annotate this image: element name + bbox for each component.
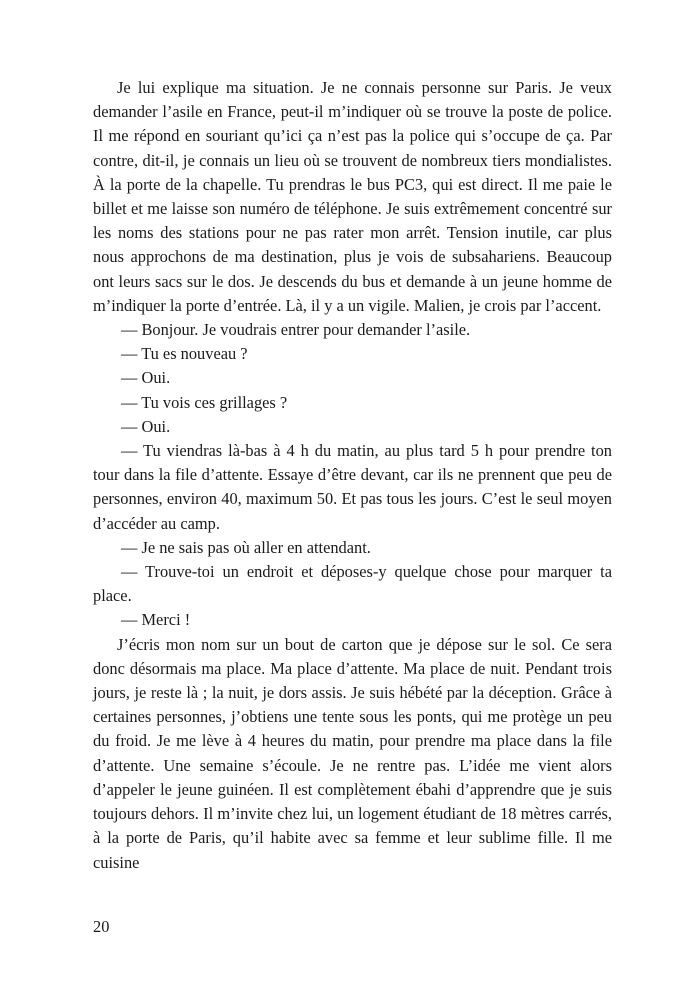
dialogue-line: — Bonjour. Je voudrais entrer pour demander l’asile. (121, 320, 471, 340)
page-number: 20 (93, 917, 110, 936)
dialogue-line: — Oui. (121, 368, 171, 388)
paragraph: J’écris mon nom sur un bout de carton que je dépose sur le sol. Ce sera donc désormais ma place. Ma place d’attente. Ma place de nuit. Pendant trois jours, je reste là ; la nuit, je dors assis. Je suis hébété par la déception. Grâce à certaines personnes, j’obtiens une tente sous les ponts, qui me protège un peu du froid. Je me lève à 4 heures du matin, pour prendre ma place dans la file d’attente. Une semaine s’écoule. Je ne rentre pas. L’idée me vient alors d’appeler le jeune guinéen. Il est complètement ébahi d’apprendre que je suis toujours dehors. Il m’invite chez lui, un logement étudiant de 18 mètres carrés, à la porte de Paris, qu’il habite avec sa femme et leur sublime fille. Il me cuisine (93, 634, 612, 872)
dialogue-line: — Tu es nouveau ? (121, 344, 248, 364)
text-block (93, 76, 612, 875)
paragraph: Je lui explique ma situation. Je ne connais personne sur Paris. Je veux demander l’asile en France, peut-il m’indiquer où se trouve la poste de police. Il me répond en souriant qu’ici ça n’est pas la police qui s’occupe de ça. Par contre, dit-il, je connais un lieu où se trouvent de nombreux tiers mondialistes. À la porte de la chapelle. Tu prendras le bus PC3, qui est direct. Il me paie le billet et me laisse son numéro de téléphone. Je suis extrêmement concentré sur les noms des stations pour ne pas rater mon arrêt. Tension inutile, car plus nous approchons de ma destination, plus je vois de subsahariens. Beaucoup ont leurs sacs sur le dos. Je descends du bus et demande à un jeune homme de m’indiquer la porte d’entrée. Là, il y a un vigile. Malien, je crois par l’accent. (93, 78, 612, 315)
dialogue-line: — Oui. (121, 416, 171, 436)
dialogue-line: — Tu vois ces grillages ? (121, 392, 288, 412)
dialogue-line: — Tu viendras là-bas à 4 h du matin, au plus tard 5 h pour prendre ton tour dans la file d’attente. Essaye d’être devant, car ils ne prennent que peu de personnes, environ 40, maximum 50. Et pas tous les jours. C’est le seul moyen d’accéder au camp. (93, 441, 612, 533)
dialogue-line: — Je ne sais pas où aller en attendant. (121, 537, 371, 557)
dialogue-line: — Trouve-toi un endroit et déposes-y quelque chose pour marquer ta place. (93, 562, 612, 606)
dialogue-line: — Merci ! (121, 610, 191, 630)
